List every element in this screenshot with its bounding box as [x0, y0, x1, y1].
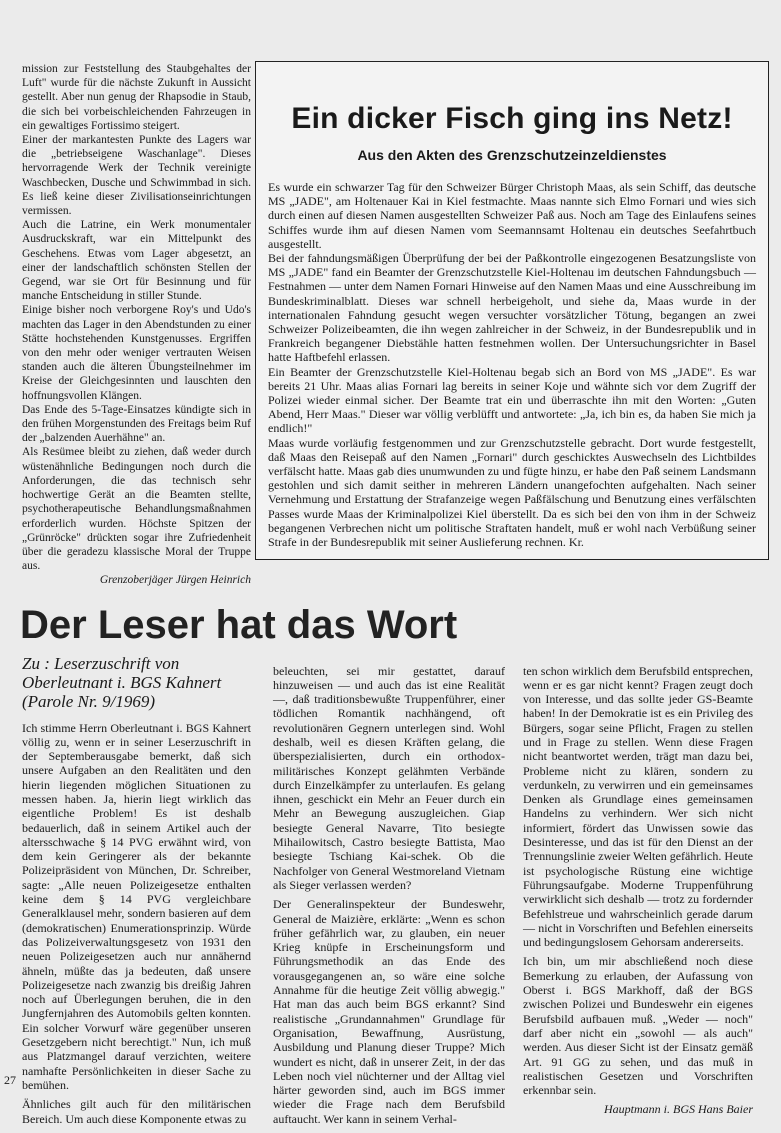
paragraph: Ich bin, um mir abschließend noch diese Bemerkung zu erlauben, der Aufassung von Oberst i. BGS Markhoff, daß der BGS zwischen Polizei und Bundeswehr ein eigenes Berufsbild aufbauen muß. „Weder — noch" darf aber nicht ein „sowohl — als auch" werden. Aus dieser Sicht ist der Einsatz gemäß Art. 91 GG zu sehen, und das muß in realistischen Gesetzen und Vorschriften erkennbar sein. — [523, 954, 753, 1098]
previous-article-continuation — [22, 62, 251, 588]
paragraph: Der Generalinspekteur der Bundeswehr, General de Maizière, erklärte: „Wenn es schon früher gefährlich war, zu glauben, ein neuer Krieg knüpfe in Erscheinungsform und Führungsmethodik an das Ende des vorausgegangenen an, so wäre eine solche Annahme für die heutige Zeit völlig abwegig." Hat man das auch beim BGS erkannt? Sind realistische „Grundannahmen" Grundlage für Organisation, Bewaffnung, Ausrüstung, Ausbildung und Planung dieser Truppe? Mich wundert es nicht, daß in unserer Zeit, in der das Leben noch viel nüchterner und der Alltag viel härter geworden sind, auch im BGS immer wieder die Frage nach dem Berufsbild auftaucht. Wer kann in seinem Verhal- — [273, 897, 505, 1126]
paragraph: Ich stimme Herrn Oberleutnant i. BGS Kahnert völlig zu, wenn er in seiner Leserzuschrift in der Septemberausgabe bemerkt, daß sich unsere Aufgaben an den Realitäten und den hierin liegenden möglichen Situationen zu messen haben. Ja, hierin liegt wirklich das eigentliche Problem! Es ist deshalb bedauerlich, daß in seinem Artikel auch der altersschwache § 14 PVG erwähnt wird, von dem kein Geringerer als der bekannte Polizeipräsident von München, Dr. Schreiber, sagte: „Alle neuen Polizeigesetze enthalten keine dem § 14 PVG vergleichbare Generalklausel mehr, sondern basieren auf dem (demokratischen) Enumerationsprinzip. Würde das Polizeiverwaltungsgesetz von 1931 den neuen Polizeigesetzen auch nur annähernd ähneln, müßte das ja bedeuten, daß unsere Polizeigesetze nach zwanzig bis dreißig Jahren noch auf Überlegungen beruhen, die in den Jungfernjahren des Automobils gelten konnten. Ein solcher Vorwurf wäre gegenüber unseren Gesetzgebern nicht berechtigt." Nun, ich muß aus Platzmangel darauf verzichten, weitere namhafte Persönlichkeiten in dieser Sache zu bemühen. — [22, 720, 251, 1092]
reference-line: Zu : Leserzuschrift von — [22, 653, 180, 673]
section-heading: Der Leser hat das Wort — [20, 602, 458, 647]
paragraph: Als Resümee bleibt zu ziehen, daß weder durch wüstenähnliche Bedingungen noch durch die Anforderungen, die das technisch sehr hochwertige Gerät an die Beamten stellte, psychotherapeutische Behandlungsmaßnahmen erforderlich wurden. Höchste Spitzen der „Grünröcke" drückten sogar ihre Zufriedenheit über die geradezu klassische Moral der Truppe aus. — [22, 446, 251, 573]
paragraph: Maas wurde vorläufig festgenommen und zur Grenzschutzstelle gebracht. Dort wurde festgestellt, daß Maas den Reisepaß auf den Namen „Fornari" durch geschicktes Auswechseln des Lichtbildes verfälscht hatte. Maas gab dies unumwunden zu und fügte hinzu, er habe den Paß seinem Landsmann gestohlen und sich damit seither in mehreren Ländern unangefochten aufgehalten. Nach seiner Vernehmung und Erstattung der Strafanzeige wegen Paßfälschung und Benutzung eines verfälschten Passes wurde Maas der Kriminalpolizei Kiel überstellt. Da es sich bei den von ihm in der Schweiz begangenen Verbrechen nicht um politische Straftaten handelt, muß er wohl nach Verbüßung seiner Strafe in der Bundesrepublik mit seiner Auslieferung rechnen. Kr. — [268, 435, 756, 550]
paragraph: Bei der fahndungsmäßigen Überprüfung der bei der Paßkontrolle eingezogenen Besatzungsliste von MS „JADE" fand ein Beamter der Grenzschutzstelle Kiel-Holtenau im deutschen Fahndungsbuch — Festnahmen — unter dem Namen Fornari Hinweise auf den Namen Maas und eine Ausschreibung im Bundeskriminalblatt. Dieses war schnell herbeigeholt, und siehe da, Maas wurde in der internationalen Fahndung gesucht wegen versuchter vorsätzlicher Tötung, begangen an zwei Schweizer Polizeibeamten, die ihn wegen zahlreicher in der Schweiz, in der Bundesrepublik und in Frankreich begangener Diebstähle hatten festnehmen wollen. Der Untersuchungsrichter in Basel hatte Haftbefehl erlassen. — [268, 251, 756, 365]
paragraph: mission zur Feststellung des Staubgehaltes der Luft" wurde für die nächste Zukunft in Aussicht gestellt. Aber nun genug der Rhapsodie in Staub, die sich bei vorbeischleichenden Fahrzeugen in ein gewaltiges Fortissimo steigert. — [22, 63, 251, 132]
article-subtitle: Aus den Akten des Grenzschutzeinzeldienstes — [357, 147, 667, 163]
paragraph: Ein Beamter der Grenzschutzstelle Kiel-Holtenau begab sich an Bord von MS „JADE". Es war bereits 21 Uhr. Maas alias Fornari lag bereits in seiner Koje und wähnte sich vor dem Zugriff der Polizei wieder einmal sicher. Der Beamte trat ein und überraschte ihn mit den Worten: „Guten Abend, Herr Maas." Dieser war völlig verblüfft und antwortete: „Ja, ich bin es, da haben Sie mich ja endlich!" — [268, 364, 756, 436]
reference-line: (Parole Nr. 9/1969) — [22, 691, 156, 711]
letter-reference — [22, 654, 252, 711]
letter-column-3 — [523, 664, 753, 1117]
page-number: 27 — [4, 1073, 16, 1087]
paragraph: Auch die Latrine, ein Werk monumentaler Ausdruckskraft, war ein Mittelpunkt des Geschehens. Etwas vom Lager abgesetzt, an einer der landschaftlich schönsten Stellen der Gegend, war sie Ort für Besinnung und für manche Entscheidung in stiller Stunde. — [22, 219, 251, 303]
letter-column-1 — [22, 721, 251, 1126]
paragraph: Ähnliches gilt auch für den militärischen Bereich. Um auch diese Komponente etwas zu — [22, 1097, 251, 1126]
article-body — [268, 180, 756, 549]
paragraph: Es wurde ein schwarzer Tag für den Schweizer Bürger Christoph Maas, als sein Schiff, das deutsche MS „JADE", am Holtenauer Kai in Kiel festmachte. Maas nannte sich Elmo Fornari und wies sich durch einen auf diesen Namen ausgestellten Schweizer Paß aus. Noch am Tage des Einlaufens seines Schiffes wurde ihm auf diesen Namen vom Seemannsamt Holtenau ein deutsches Seefahrtbuch ausgestellt. — [268, 180, 756, 251]
letter-author: Hauptmann i. BGS Hans Baier — [604, 1102, 753, 1117]
paragraph: Einer der markantesten Punkte des Lagers war die „betriebseigene Waschanlage". Dieses hervorragende Werk der Technik vereinigte Waschbecken, Dusche und Schwimmbad in sich. Es ließ keine dieser Zivilisationseinrichtungen vermissen. — [22, 134, 251, 218]
letter-column-2 — [273, 664, 505, 1127]
article-author: Grenzoberjäger Jürgen Heinrich — [99, 574, 251, 587]
paragraph: Einige bisher noch verborgene Roy's und Udo's machten das Lager in den Abendstunden zu einer Stätte hochstehenden Kunstgenusses. Ergriffen von den mehr oder weniger vertrauten Weisen standen auch die älteren Übungsteilnehmer im Kreise der Gleichgesinnten und lauschten den hoffnungsvollen Klängen. — [22, 304, 251, 402]
paragraph: ten schon wirklich dem Berufsbild entsprechen, wenn er es gar nicht kennt? Fragen zeugt doch von Interesse, und das sollte jeder GS-Beamte haben! In der Demokratie ist es ein Privileg des Bürgers, sogar seine Pflicht, Fragen zu stellen und in Frage zu stellen. Wenn diese Fragen nicht beantwortet werden, trägt man dazu bei, Probleme nicht zu klären, sondern zu verdunkeln, zu verwirren und ein gemeinsames Denken als Grundlage eines gemeinsamen Handelns zu verhindern. Wer sich nicht informiert, fördert das Unwissen sowie das Desinteresse, und das ist für den Dienst an der Trennungslinie zweier Welten gefährlich. Heute ist psychologische Rüstung eine wichtige Führungsaufgabe. Moderne Truppenführung verwirklicht sich deshalb — trotz zu fordernder Befehlstreue und wahrscheinlich gerade darum — nicht in Vorschriften und Befehlen einerseits und bedingungslosem Gehorsam andererseits. — [523, 663, 753, 950]
reference-line: Oberleutnant i. BGS Kahnert — [22, 672, 222, 692]
boxed-article — [255, 61, 769, 560]
paragraph: Das Ende des 5-Tage-Einsatzes kündigte sich in den frühen Morgenstunden des Freitags beim Ruf der „balzenden Auerhähne" an. — [22, 403, 251, 445]
article-title: Ein dicker Fisch ging ins Netz! — [291, 102, 733, 135]
paragraph: beleuchten, sei mir gestattet, darauf hinzuweisen — und auch das ist eine Realität —, daß traditionsbewußte Truppenführer, einer tödlichen Romantik nachhängend, oft revolutionären Gegnern unterlegen sind. Wohl deshalb, weil es diesen Kräften gelang, die überspezialisierten, durch ein orthodox-militärisches Konzept gelähmten Verbände durch Einzelkämpfer zu unterlaufen. Es gelang ihnen, geschickt ein Mehr an Feuer durch ein Mehr an Bewegung auszugleichen. Giap besiegte General Navarre, Tito besiegte Mihailowitsch, Castro besiegte Battista, Mao besiegte Tschiang Kai-schek. Ob die Nachfolger von General Westmoreland Vietnam als Sieger verlassen werden? — [273, 663, 505, 892]
